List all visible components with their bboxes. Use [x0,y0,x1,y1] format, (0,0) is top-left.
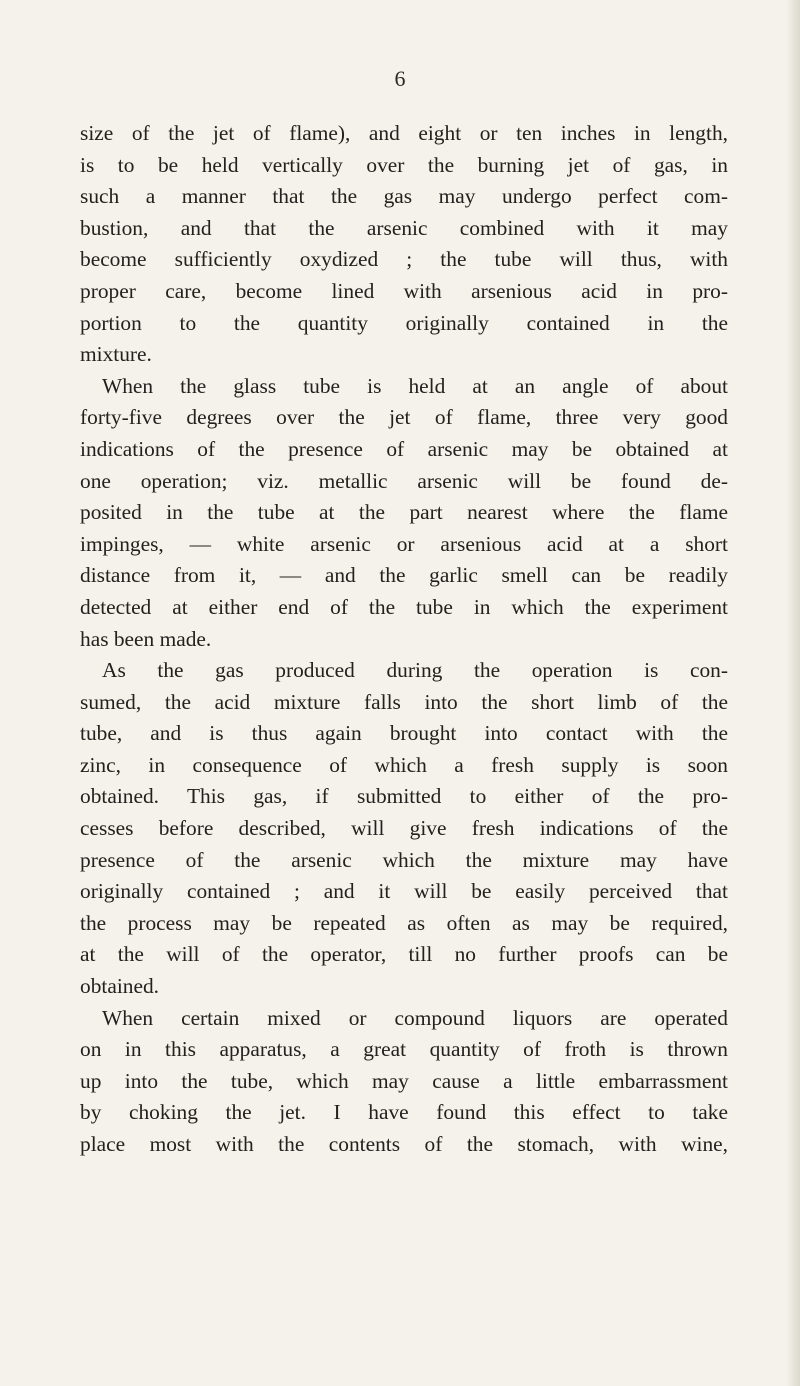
text-line: posited in the tube at the part nearest where the flame [80,500,728,525]
text-line: proper care, become lined with arsenious acid in pro- [80,278,728,303]
text-line: by choking the jet. I have found this effect to take [80,1100,728,1125]
text-line: forty-five degrees over the jet of flame, three very good [80,405,728,430]
page-edge-shadow [786,0,800,1386]
text-line: originally contained ; and it will be easily perceived that [80,879,728,904]
text-line: obtained. [80,974,160,999]
text-line: When the glass tube is held at an angle of about [102,373,728,398]
text-line: such a manner that the gas may undergo perfect com- [80,184,728,209]
text-line: size of the jet of flame), and eight or ten inches in length, [80,121,728,145]
text-line: become sufficiently oxydized ; the tube will thus, with [80,247,728,272]
text-line: has been made. [80,626,212,651]
text-line: place most with the contents of the stomach, with wine, [80,1132,728,1156]
page-number: 6 [394,66,406,91]
paragraph [80,1003,728,1161]
text-line: up into the tube, which may cause a little embarrassment [80,1068,728,1093]
text-line: sumed, the acid mixture falls into the short limb of the [80,689,728,714]
text-line: detected at either end of the tube in which the experiment [80,594,728,619]
text-line: mixture. [80,342,152,367]
text-line: on in this apparatus, a great quantity of froth is thrown [80,1037,728,1062]
paragraph [80,655,728,1003]
paragraph [80,118,728,371]
text-line: zinc, in consequence of which a fresh supply is soon [80,752,728,777]
text-line: tube, and is thus again brought into contact with the [80,721,728,746]
text-line: As the gas produced during the operation is con- [102,658,728,683]
text-line: distance from it, — and the garlic smell can be readily [80,563,728,588]
text-line: is to be held vertically over the burning jet of gas, in [80,152,728,177]
body-text [80,118,728,1161]
text-line: the process may be repeated as often as may be required, [80,910,728,935]
text-line: presence of the arsenic which the mixture may have [80,847,728,872]
text-line: at the will of the operator, till no further proofs can be [80,942,728,967]
text-line: bustion, and that the arsenic combined with it may [80,215,728,240]
text-line: indications of the presence of arsenic may be obtained at [80,436,728,461]
text-line: cesses before described, will give fresh indications of the [80,816,728,841]
text-line: When certain mixed or compound liquors are operated [102,1005,728,1030]
text-line: obtained. This gas, if submitted to either of the pro- [80,784,728,809]
paragraph [80,371,728,655]
text-line: impinges, — white arsenic or arsenious acid at a short [80,531,728,556]
text-line: portion to the quantity originally contained in the [80,310,728,335]
text-line: one operation; viz. metallic arsenic will be found de- [80,468,728,493]
